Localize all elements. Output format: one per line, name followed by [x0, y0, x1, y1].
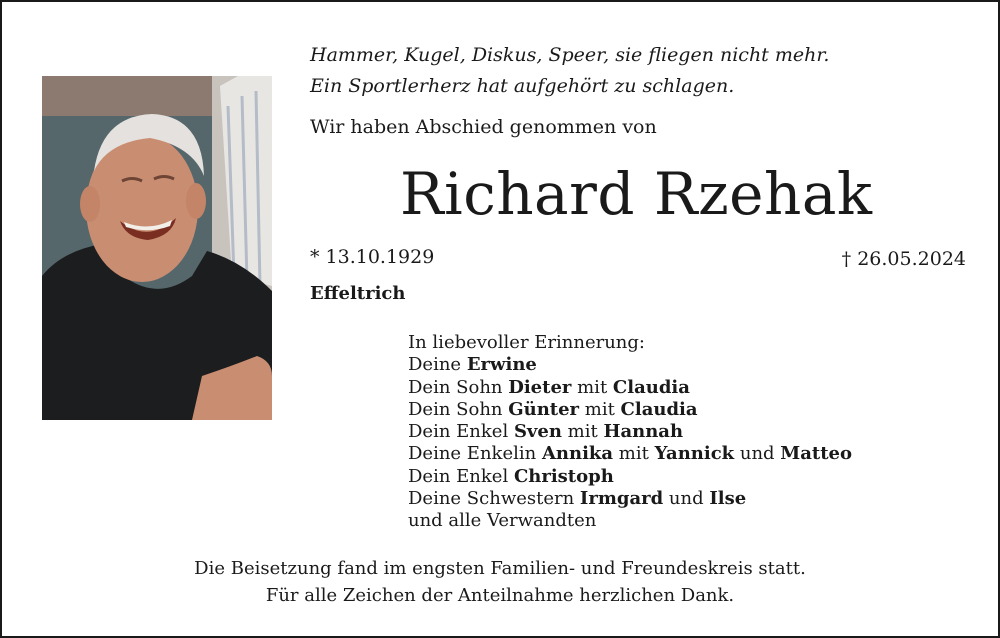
family-member-line [408, 510, 852, 532]
death-date: † 26.05.2024 [841, 248, 966, 270]
poem-line-1: Hammer, Kugel, Diskus, Speer, sie fliegen nicht mehr. [310, 44, 830, 66]
family-member-line [408, 399, 852, 421]
portrait-photo [42, 76, 272, 420]
family-relation-text: Dein Sohn [408, 398, 509, 420]
family-member-name: Claudia [612, 376, 690, 398]
family-member-name: Yannick [654, 443, 735, 465]
family-relation-text: und alle Verwandten [408, 510, 597, 532]
footer-line-1: Die Beisetzung fand im engsten Familien- und Freundeskreis statt. [194, 558, 806, 579]
family-relation-text: mit [561, 421, 604, 443]
family-member-line [408, 354, 852, 376]
intro-text: Wir haben Abschied genommen von [310, 116, 657, 138]
family-member-line [408, 421, 852, 443]
family-relation-text: mit [579, 398, 621, 420]
family-heading: In liebevoller Erinnerung: [408, 332, 645, 353]
poem [310, 40, 829, 102]
family-member-line [408, 377, 852, 399]
family-member-name: Ilse [709, 488, 747, 510]
family-relation-text: und [734, 443, 781, 465]
poem-line-2: Ein Sportlerherz hat aufgehört zu schlagen. [310, 75, 735, 97]
family-member-name: Erwine [466, 354, 537, 376]
family-relation-text: Deine [408, 354, 467, 376]
family-relation-text: Dein Sohn [408, 376, 509, 398]
family-relation-text: Dein Enkel [408, 421, 514, 443]
family-member-name: Christoph [513, 465, 614, 487]
family-member-name: Irmgard [579, 488, 664, 510]
family-lines [408, 354, 852, 532]
footer [2, 555, 998, 609]
family-relation-text: und [663, 488, 710, 510]
family-member-name: Sven [513, 421, 562, 443]
family-relation-text: mit [613, 443, 655, 465]
family-relation-text: Deine Enkelin [408, 443, 542, 465]
family-relation-text: Dein Enkel [408, 465, 514, 487]
family-member-name: Hannah [603, 421, 684, 443]
hometown: Effeltrich [310, 283, 406, 304]
family-list [408, 332, 852, 533]
birth-date: * 13.10.1929 [310, 246, 435, 268]
family-member-name: Claudia [620, 398, 698, 420]
family-member-name: Dieter [508, 376, 572, 398]
footer-line-2: Für alle Zeichen der Anteilnahme herzlichen Dank. [265, 585, 735, 606]
family-member-name: Matteo [780, 443, 852, 465]
family-member-name: Günter [508, 398, 580, 420]
family-relation-text: mit [571, 376, 613, 398]
family-member-line [408, 488, 852, 510]
family-member-line [408, 443, 852, 465]
deceased-name: Richard Rzehak [400, 160, 873, 228]
family-member-line [408, 466, 852, 488]
family-member-name: Annika [541, 443, 614, 465]
family-relation-text: Deine Schwestern [408, 488, 580, 510]
